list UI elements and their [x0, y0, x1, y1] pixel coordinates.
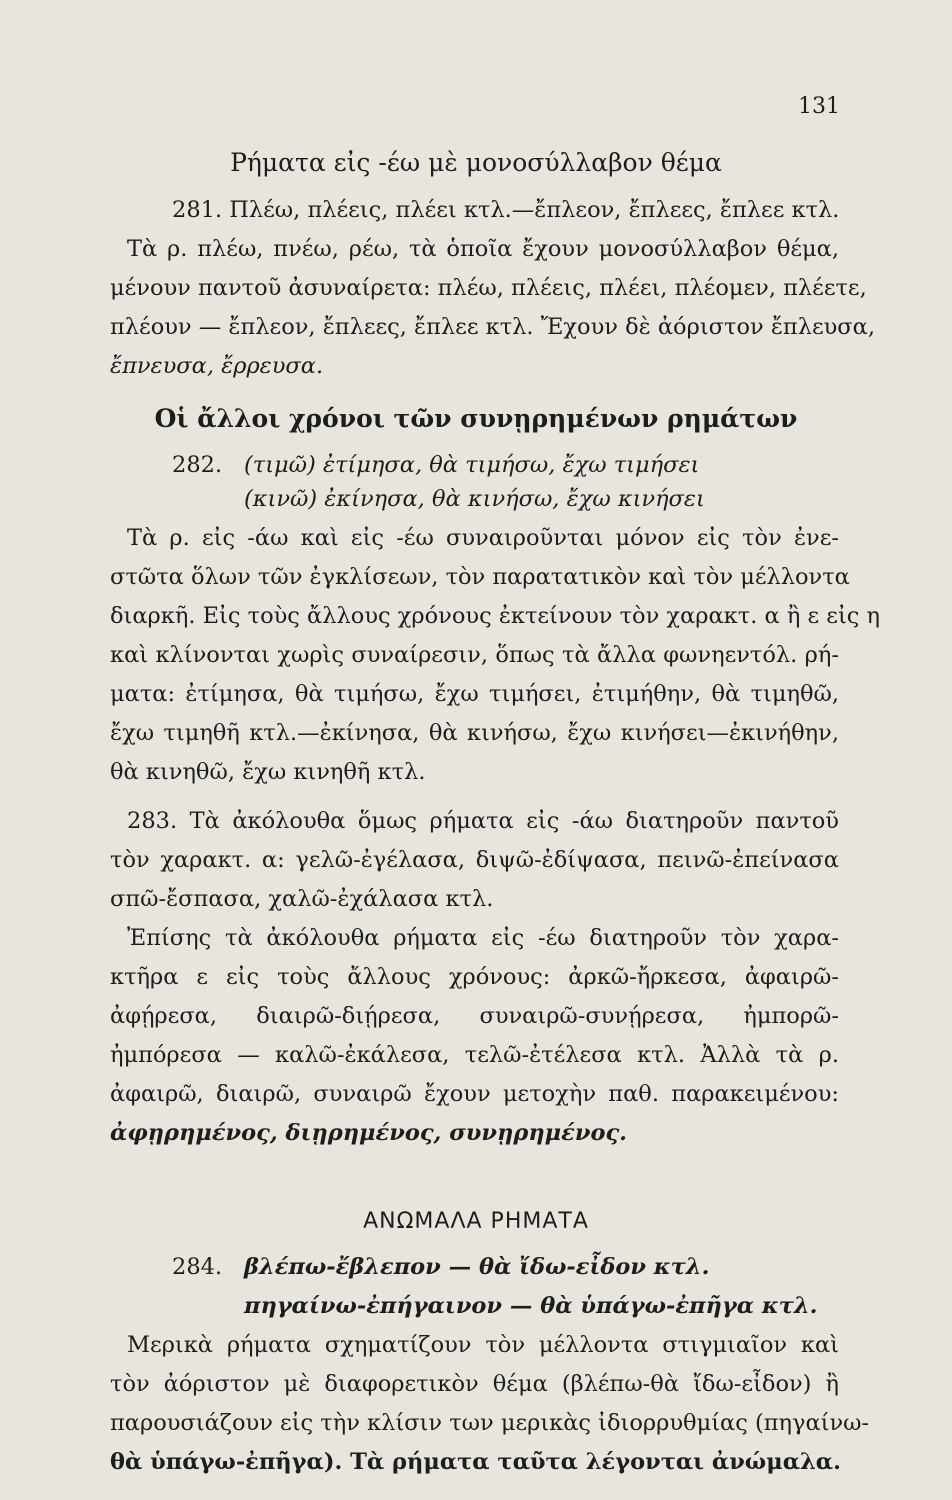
example-line: βλέπω-ἔβλεπον — θὰ ἴδω-εἶδον κτλ.: [244, 1254, 710, 1280]
example-line: (κινῶ) ἐκίνησα, θὰ κινήσω, ἔχω κινήσει: [244, 486, 705, 512]
text-line: στῶτα ὅλων τῶν ἐγκλίσεων, τὸν παρατατικὸν καὶ τὸν μέλλοντα: [110, 564, 850, 590]
text-line: ἀφῄρεσα, διαιρῶ-διῄρεσα, συναιρῶ-συνῄρεσα, ἠμπορῶ-: [110, 1003, 839, 1029]
example-line: (τιμῶ) ἐτίμησα, θὰ τιμήσω, ἔχω τιμήσει: [244, 452, 700, 478]
text-line: ματα: ἐτίμησα, θὰ τιμήσω, ἔχω τιμήσει, ἐτιμήθην, θὰ τιμηθῶ,: [110, 681, 839, 707]
text-line: πλέουν — ἔπλεον, ἔπλεες, ἔπλεε κτλ. Ἔχουν δὲ ἀόριστον ἔπλευσα,: [110, 314, 875, 340]
text-line: διαρκῆ. Εἰς τοὺς ἄλλους χρόνους ἐκτείνουν τὸν χαρακτ. α ἢ ε εἰς η: [110, 603, 880, 629]
text-line: καὶ κλίνονται χωρὶς συναίρεσιν, ὅπως τὰ ἄλλα φωνηεντόλ. ρή-: [110, 642, 839, 668]
text-line: κτῆρα ε εἰς τοὺς ἄλλους χρόνους: ἀρκῶ-ἤρκεσα, ἀφαιρῶ-: [110, 964, 839, 990]
example-line: πηγαίνω-ἐπήγαινον — θὰ ὑπάγω-ἐπῆγα κτλ.: [244, 1293, 818, 1319]
section-title-irregular-verbs: ΑΝΩΜΑΛΑ ΡΗΜΑΤΑ: [363, 1209, 589, 1234]
text-line: Τὰ ρ. εἰς -άω καὶ εἰς -έω συναιροῦνται μόνον εἰς τὸν ἐνε-: [127, 525, 839, 551]
text-line: ἔχω τιμηθῆ κτλ.—ἐκίνησα, θὰ κινήσω, ἔχω κινήσει—ἐκινήθην,: [110, 720, 839, 746]
text-line: Μερικὰ ρήματα σχηματίζουν τὸν μέλλοντα στιγμιαῖον καὶ: [127, 1332, 839, 1358]
text-line: 281. Πλέω, πλέεις, πλέει κτλ.—ἔπλεον, ἔπλεες, ἔπλεε κτλ.: [172, 197, 840, 223]
text-line: ἔπνευσα, ἔρρευσα.: [110, 353, 324, 379]
section-title-monosyllabic: Ρήματα εἰς -έω μὲ μονοσύλλαβον θέμα: [230, 148, 722, 177]
text-line: Ἐπίσης τὰ ἀκόλουθα ρήματα εἰς -έω διατηροῦν τὸν χαρα-: [127, 925, 839, 951]
text-line: ἀφαιρῶ, διαιρῶ, συναιρῶ ἔχουν μετοχὴν παθ. παρακειμένου:: [110, 1081, 839, 1107]
text-line: ἠμπόρεσα — καλῶ-ἐκάλεσα, τελῶ-ἐτέλεσα κτλ. Ἀλλὰ τὰ ρ.: [110, 1042, 839, 1068]
text-line: μένουν παντοῦ ἀσυναίρετα: πλέω, πλέεις, πλέει, πλέομεν, πλέετε,: [110, 275, 867, 301]
page-number: 131: [798, 94, 840, 119]
text-line: ἀφῃρημένος, διῃρημένος, συνῃρημένος.: [110, 1120, 627, 1146]
text-line: τὸν χαρακτ. α: γελῶ-ἐγέλασα, διψῶ-ἐδίψασα, πεινῶ-ἐπείνασα: [110, 847, 839, 873]
paragraph-number: 284.: [172, 1254, 223, 1280]
text-line: σπῶ-ἔσπασα, χαλῶ-ἐχάλασα κτλ.: [110, 886, 494, 912]
text-line: θὰ κινηθῶ, ἔχω κινηθῆ κτλ.: [110, 759, 426, 785]
text-line: παρουσιάζουν εἰς τὴν κλίσιν των μερικὰς ἰδιορρυθμίας (πηγαίνω-: [110, 1410, 870, 1436]
text-line: τὸν ἀόριστον μὲ διαφορετικὸν θέμα (βλέπω-θὰ ἴδω-εἶδον) ἢ: [110, 1371, 839, 1397]
text-line: θὰ ὑπάγω-ἐπῆγα). Τὰ ρήματα ταῦτα λέγονται ἀνώμαλα.: [110, 1449, 841, 1475]
section-title-contracted-verbs: Οἱ ἄλλοι χρόνοι τῶν συνῃρημένων ρημάτων: [154, 404, 798, 433]
text-line: Τὰ ρ. πλέω, πνέω, ρέω, τὰ ὁποῖα ἔχουν μονοσύλλαβον θέμα,: [127, 236, 839, 262]
text-line: 283. Τὰ ἀκόλουθα ὅμως ρήματα εἰς -άω διατηροῦν παντοῦ: [127, 808, 839, 834]
paragraph-number: 282.: [172, 452, 223, 478]
